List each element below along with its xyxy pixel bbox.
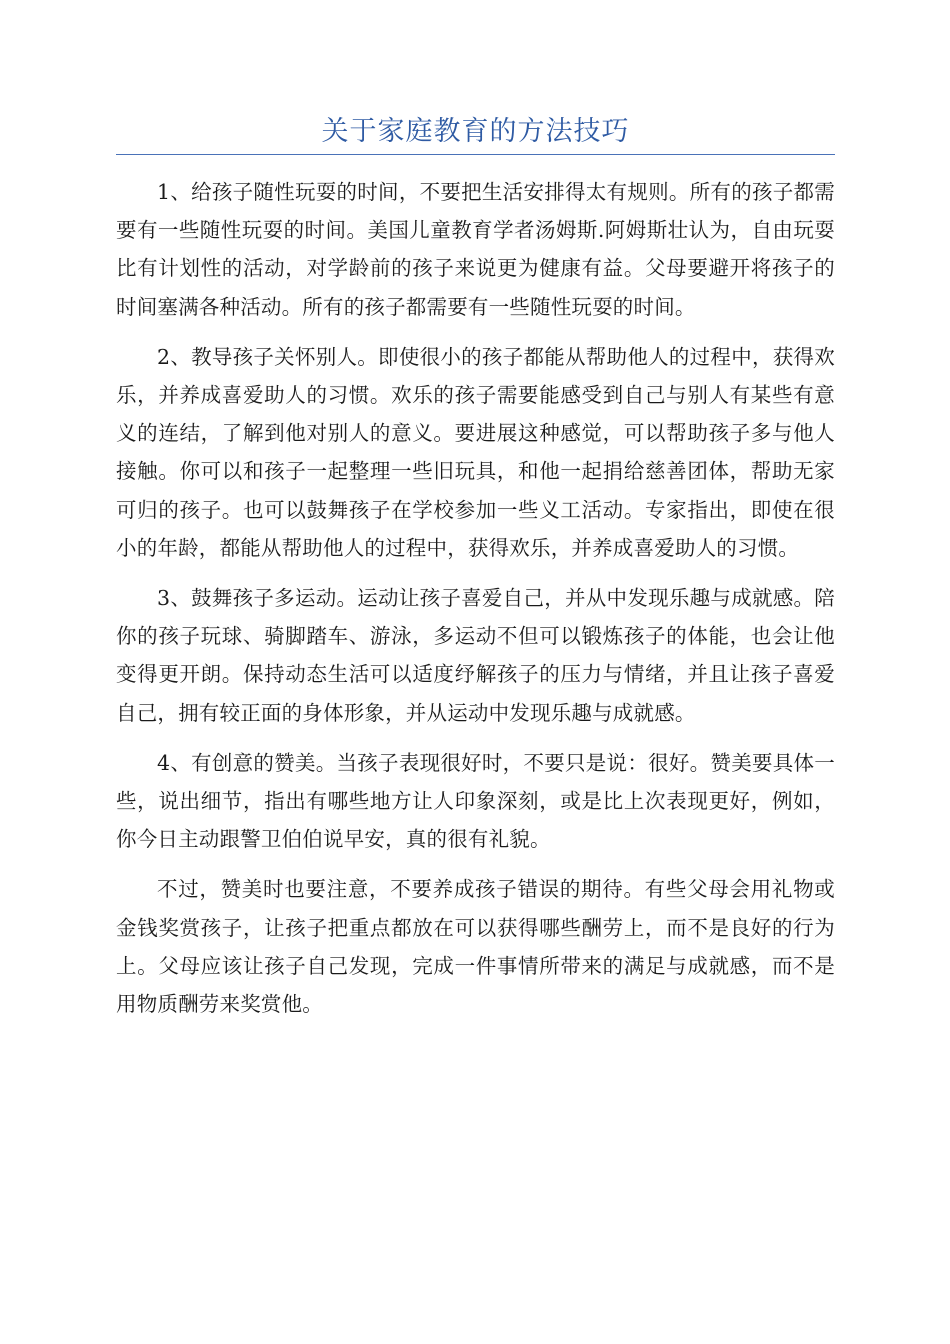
paragraph-4: 4、有创意的赞美。当孩子表现很好时，不要只是说：很好。赞美要具体一些，说出细节，指出有哪些地方让人印象深刻，或是比上次表现更好，例如，你今日主动跟警卫伯伯说早安，真的很有礼貌。: [116, 750, 835, 852]
title-underline: [116, 154, 835, 155]
paragraph-1: 1、给孩子随性玩耍的时间，不要把生活安排得太有规则。所有的孩子都需要有一些随性玩耍的时间。美国儿童教育学者汤姆斯.阿姆斯壮认为，自由玩耍比有计划性的活动，对学龄前的孩子来说更为健康有益。父母要避开将孩子的时间塞满各种活动。所有的孩子都需要有一些随性玩耍的时间。: [116, 180, 835, 319]
document-title: 关于家庭教育的方法技巧: [321, 116, 630, 147]
paragraph-5: 不过，赞美时也要注意，不要养成孩子错误的期待。有些父母会用礼物或金钱奖赏孩子，让孩子把重点都放在可以获得哪些酬劳上，而不是良好的行为上。父母应该让孩子自己发现，完成一件事情所带来的满足与成就感，而不是用物质酬劳来奖赏他。: [116, 877, 835, 1017]
document-body: [116, 173, 835, 1035]
paragraph-3: 3、鼓舞孩子多运动。运动让孩子喜爱自己，并从中发现乐趣与成就感。陪你的孩子玩球、骑脚踏车、游泳，多运动不但可以锻炼孩子的体能，也会让他变得更开朗。保持动态生活可以适度纾解孩子的压力与情绪，并且让孩子喜爱自己，拥有较正面的身体形象，并从运动中发现乐趣与成就感。: [116, 586, 835, 725]
paragraph-2: 2、教导孩子关怀别人。即使很小的孩子都能从帮助他人的过程中，获得欢乐，并养成喜爱助人的习惯。欢乐的孩子需要能感受到自己与别人有某些有意义的连结，了解到他对别人的意义。要进展这种感觉，可以帮助孩子多与他人接触。你可以和孩子一起整理一些旧玩具，和他一起捐给慈善团体，帮助无家可归的孩子。也可以鼓舞孩子在学校参加一些义工活动。专家指出，即使在很小的年龄，都能从帮助他人的过程中，获得欢乐，并养成喜爱助人的习惯。: [116, 344, 835, 560]
